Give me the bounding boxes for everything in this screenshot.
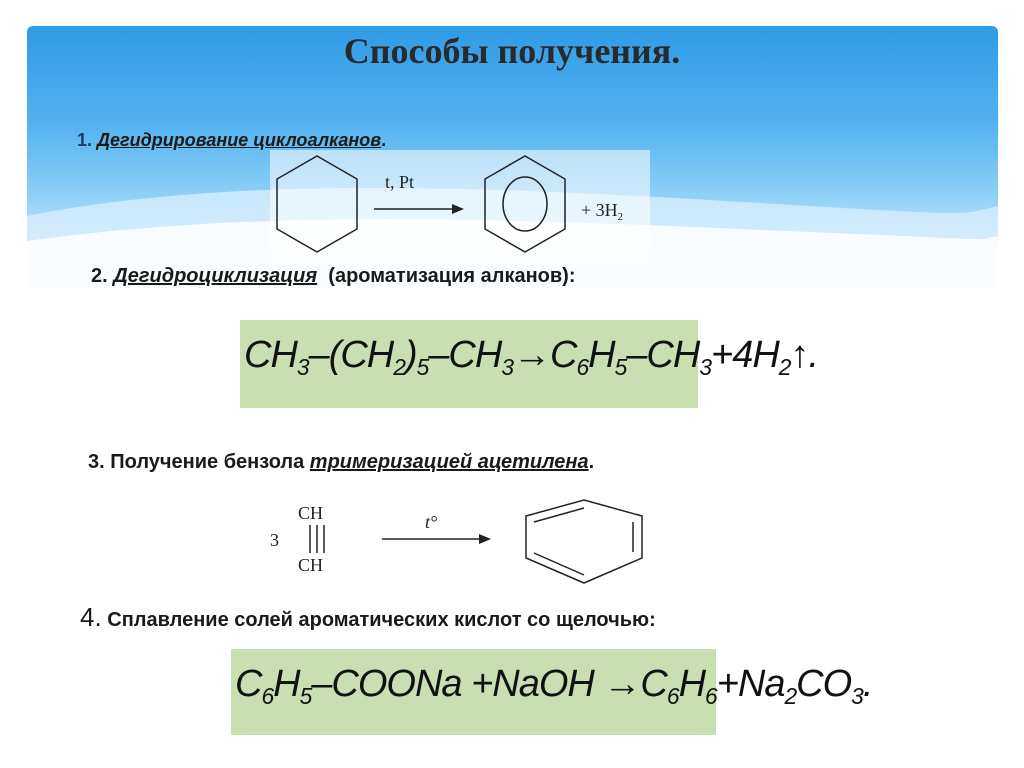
reaction-3-condition: t°	[425, 512, 438, 532]
method-1-number: 1.	[77, 130, 93, 150]
method-1	[77, 130, 386, 151]
reaction-1-product: + $3H_2$	[581, 200, 624, 223]
method-4-text: Сплавление солей ароматических кислот со щелочью:	[101, 609, 656, 631]
method-3	[88, 451, 594, 474]
method-3-number: 3.	[88, 451, 105, 473]
method-4	[80, 602, 656, 633]
reaction-1-condition: t, Pt	[385, 172, 415, 192]
kekule-benzene-ring	[526, 500, 642, 583]
method-3-name: тримеризацией ацетилена	[309, 451, 589, 473]
page-title: Способы получения.	[343, 31, 681, 71]
method-4-number: 4.	[80, 602, 102, 632]
reaction-3-top: CH	[298, 503, 324, 523]
formula-2-box	[240, 320, 819, 408]
method-3-suffix: .	[588, 451, 595, 473]
method-2	[91, 265, 576, 288]
formula-4-box	[231, 649, 873, 735]
method-3-prefix: Получение бензола	[104, 451, 310, 473]
reaction-3-scheme	[265, 495, 655, 595]
reaction-3-coefficient: 3	[270, 530, 279, 550]
method-2-number: 2.	[91, 265, 108, 287]
method-1-name: Дегидрирование циклоалканов	[97, 130, 382, 150]
method-2-name: Дегидроциклизация	[113, 265, 318, 287]
reaction-3-bottom: CH	[298, 555, 324, 575]
formula-4: $C_6H_5$–COONa +NaOH $\to C_6H_6+Na_2CO_3$.	[235, 663, 873, 709]
method-1-suffix: .	[381, 130, 387, 150]
method-2-suffix: (ароматизация алканов):	[317, 265, 576, 287]
formula-2: $CH_3-(CH_2)_5-CH_3\to C_6H_5-CH_3+4H_2↑$.	[244, 334, 819, 380]
